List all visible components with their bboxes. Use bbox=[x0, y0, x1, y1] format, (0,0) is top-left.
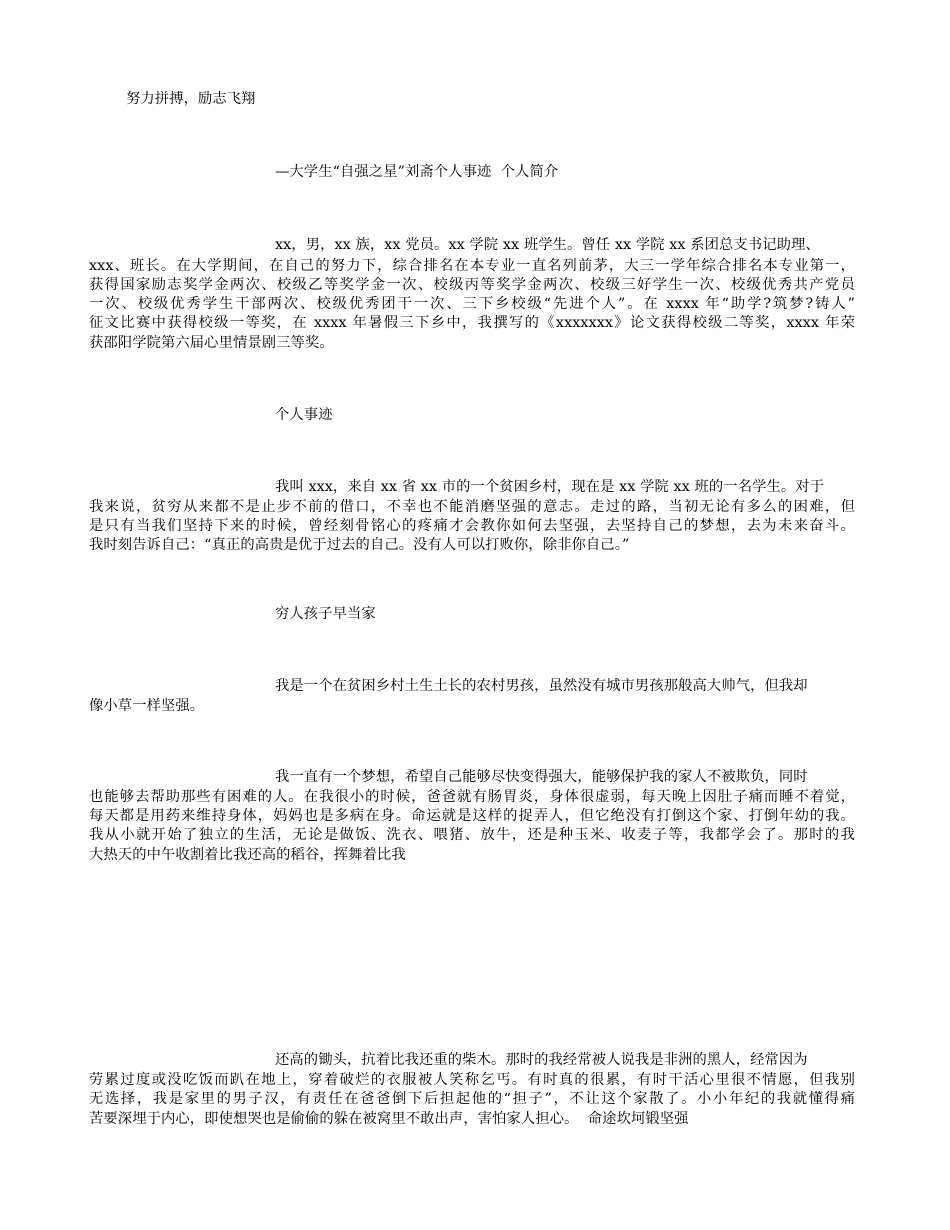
paragraph-line: 苦要深埋于内心，即使想哭也是偷偷的躲在被窝里不敢出声，害怕家人担心。 命途坎坷锻坚强 bbox=[89, 1111, 689, 1127]
paragraph-line: 是只有当我们坚持下来的时候，曾经刻骨铭心的疼痛才会教你如何去坚强，去坚持自己的梦想，去为未来奋斗。 bbox=[89, 518, 855, 534]
section-heading: 个人事迹 bbox=[275, 407, 333, 423]
document-title: 努力拼搏，励志飞翔 bbox=[126, 91, 256, 107]
paragraph-line: 每天都是用药来维持身体，妈妈也是多病在身。命运就是这样的捉弄人，但它绝没有打倒这个家、打倒年幼的我。 bbox=[89, 808, 855, 824]
document-subtitle: —大学生“自强之星”刘斋个人事迹 个人简介 bbox=[275, 164, 559, 180]
paragraph-line: 征文比赛中获得校级一等奖，在 xxxx 年暑假三下乡中，我撰写的《xxxxxxx》论文获得校级二等奖，xxxx 年荣 bbox=[89, 315, 855, 331]
paragraph-line: 一次、校级优秀学生干部两次、校级优秀团干一次、三下乡校级“先进个人”。在 xxxx 年“助学?筑梦?铸人” bbox=[89, 296, 855, 312]
section-heading: 穷人孩子早当家 bbox=[275, 606, 376, 622]
paragraph-line: 像小草一样坚强。 bbox=[89, 698, 205, 714]
paragraph-line: 获邵阳学院第六届心里情景剧三等奖。 bbox=[89, 335, 334, 351]
paragraph-line: 劳累过度或没吃饭而趴在地上，穿着破烂的衣服被人笑称乞丐。有时真的很累，有时干活心里很不情愿，但我别 bbox=[89, 1072, 855, 1088]
paragraph-line: 无选择，我是家里的男子汉，有责任在爸爸倒下后担起他的“担子”，不让这个家散了。小小年纪的我就懂得痛 bbox=[89, 1091, 855, 1107]
paragraph-line: 我从小就开始了独立的生活，无论是做饭、洗衣、喂猪、放牛，还是种玉米、收麦子等，我都学会了。那时的我 bbox=[89, 827, 855, 843]
paragraph-line: 大热天的中午收割着比我还高的稻谷，挥舞着比我 bbox=[89, 847, 406, 863]
paragraph-line: 获得国家励志奖学金两次、校级乙等奖学金一次、校级丙等奖学金两次、校级三好学生一次、校级优秀共产党员 bbox=[89, 277, 855, 293]
paragraph-line: xxx、班长。在大学期间，在自己的努力下，综合排名在本专业一直名列前茅，大三一学年综合排名本专业第一， bbox=[89, 258, 855, 274]
paragraph-line: 我来说，贫穷从来都不是止步不前的借口，不幸也不能消磨坚强的意志。走过的路，当初无论有多么的困难，但 bbox=[89, 499, 855, 515]
paragraph-line: 我一直有一个梦想，希望自己能够尽快变得强大，能够保护我的家人不被欺负，同时 bbox=[275, 769, 808, 785]
paragraph-line: 还高的锄头，抗着比我还重的柴木。那时的我经常被人说我是非洲的黑人，经常因为 bbox=[275, 1052, 808, 1068]
paragraph-line: 我是一个在贫困乡村土生土长的农村男孩，虽然没有城市男孩那般高大帅气，但我却 bbox=[275, 678, 808, 694]
paragraph-line: 我叫 xxx，来自 xx 省 xx 市的一个贫困乡村，现在是 xx 学院 xx 班的一名学生。对于 bbox=[275, 479, 825, 495]
paragraph-line: xx，男，xx 族，xx 党员。xx 学院 xx 班学生。曾任 xx 学院 xx 系团总支书记助理、 bbox=[275, 237, 820, 253]
paragraph-line: 也能够去帮助那些有困难的人。在我很小的时候，爸爸就有肠胃炎，身体很虚弱，每天晚上因肚子痛而睡不着觉， bbox=[89, 789, 855, 805]
paragraph-line: 我时刻告诉自己：“真正的高贵是优于过去的自己。没有人可以打败你，除非你自己。” bbox=[89, 537, 630, 553]
